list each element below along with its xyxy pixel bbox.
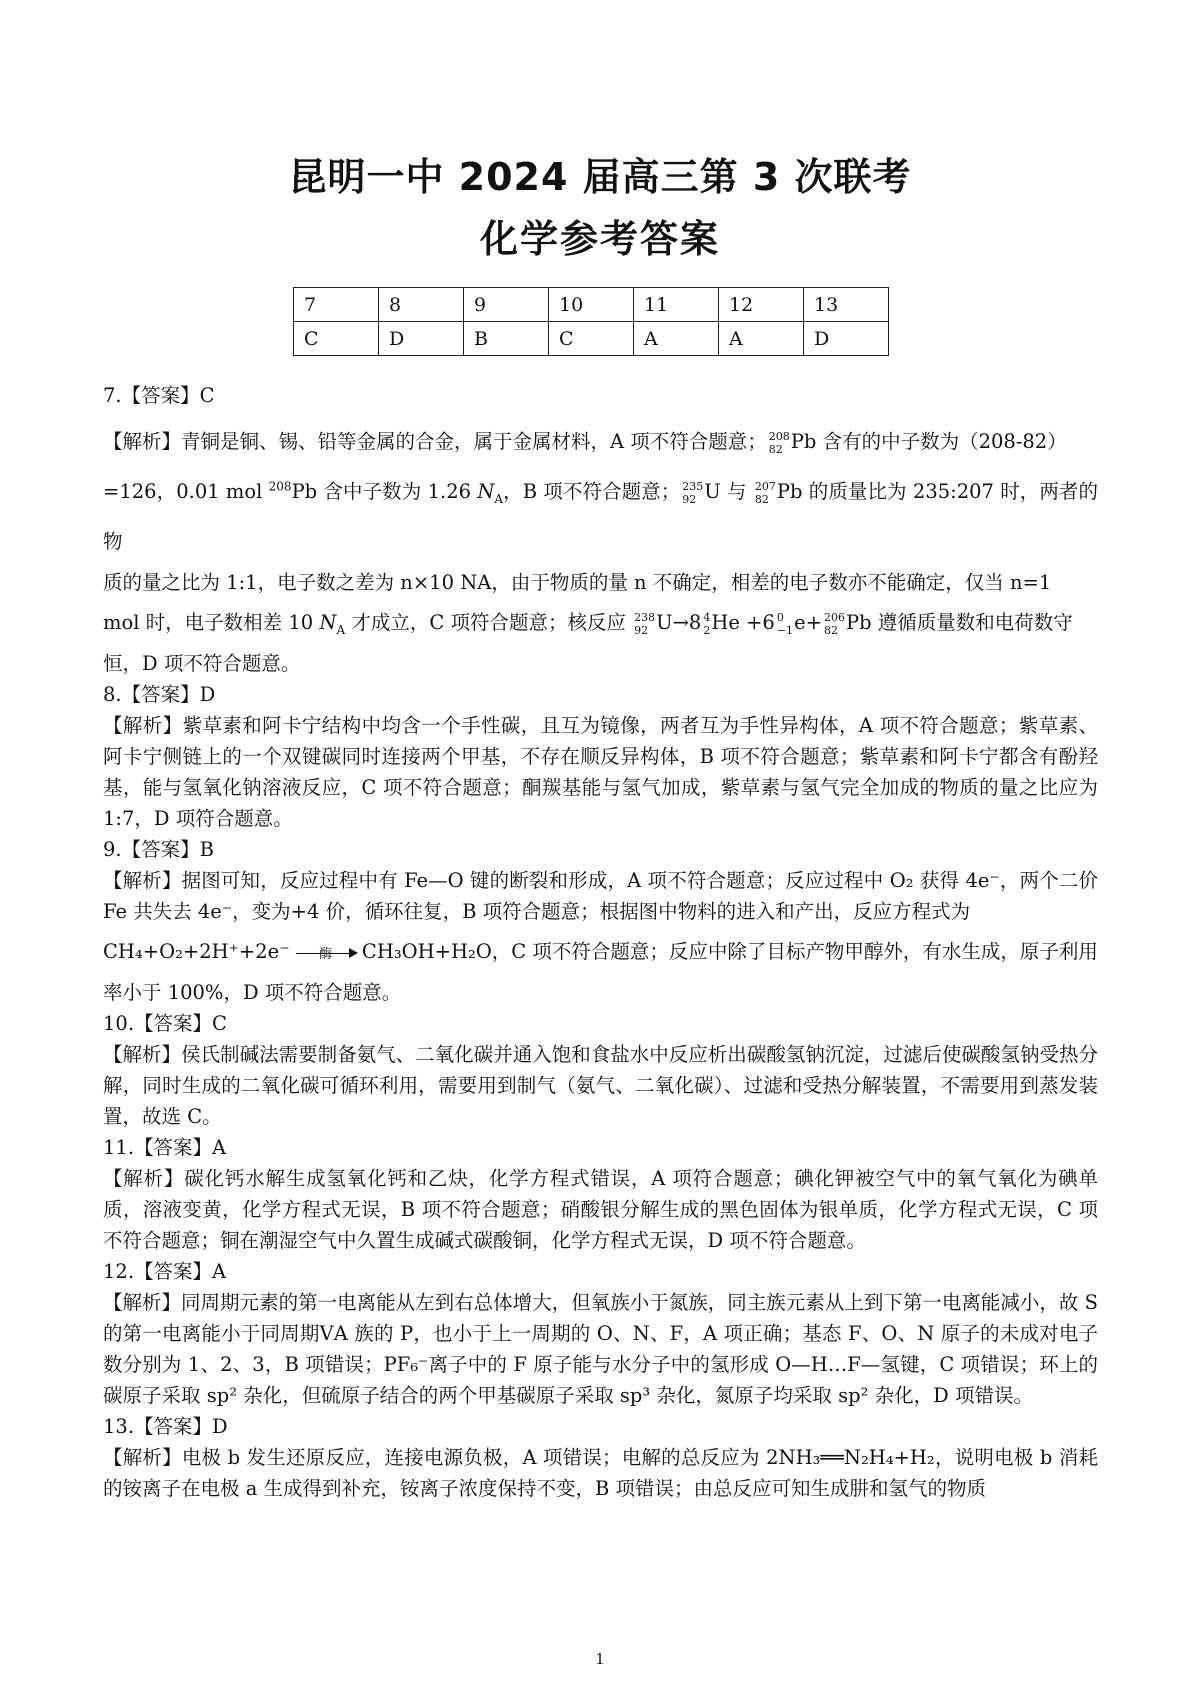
q9-analysis-end: 率小于 100%，D 项不符合题意。	[103, 981, 402, 1004]
mass-number: 0	[776, 610, 784, 624]
text-span: 【解析】青铜是铜、锡、铅等金属的合金，属于金属材料，A 项不符合题意；	[103, 430, 767, 453]
mass-number: 206	[823, 610, 845, 624]
avogadro-symbol: N	[477, 480, 495, 503]
q8-analysis: 【解析】紫草素和阿卡宁结构中均含一个手性碳，且互为镜像，两者互为手性异构体，A 项不符合题意；紫草素、阿卡宁侧链上的一个双键碳同时连接两个甲基，不存在顺反异构体，B 项不符合题意；紫草素和阿卡宁都含有酚羟基，能与氢氧化钠溶液反应，C 项不符合题意；酮羰基能与氢气加成，紫草素与氢气完全加成的物质的量之比应为 1:7，D 项符合题意。	[103, 714, 1098, 830]
isotope-pb207	[755, 481, 776, 505]
element-symbol: He	[711, 611, 740, 634]
q9-answer-head: 9.【答案】B	[103, 838, 214, 861]
atomic-number: 82	[768, 442, 783, 456]
text-span: Pb 含中子数为 1.26	[291, 480, 478, 503]
mass-number: 208	[768, 429, 790, 443]
q13-answer-head: 13.【答案】D	[103, 1415, 228, 1438]
q11-analysis: 【解析】碳化钙水解生成氢氧化钙和乙炔，化学方程式错误，A 项符合题意；碘化钾被空气中的氧气氧化为碘单质，溶液变黄，化学方程式无误，B 项不符合题意；硝酸银分解生成的黑色固体为银单质，化学方程式无误，C 项不符合题意；铜在潮湿空气中久置生成碱式碳酸铜，化学方程式无误，D 项不符合题意。	[103, 1167, 1098, 1252]
table-cell: 7	[294, 288, 379, 322]
atomic-number: 92	[634, 623, 649, 637]
page-title: 昆明一中 2024 届高三第 3 次联考	[288, 155, 912, 199]
q10-answer-head: 10.【答案】C	[103, 1012, 227, 1035]
text-span: mol 时，电子数相差 10	[103, 611, 320, 634]
q8-answer-head: 8.【答案】D	[103, 683, 216, 706]
q9-equation-line	[103, 927, 1098, 977]
q7-analysis-line3: 质的量之比为 1:1，电子数之差为 n×10 NA，由于物质的量 n 不确定，相差的电子数亦不能确定，仅当 n=1	[103, 571, 1052, 594]
atomic-number: 92	[682, 492, 697, 506]
isotope-pb206	[824, 612, 845, 636]
table-cell: 12	[719, 288, 804, 322]
table-cell: A	[634, 322, 719, 356]
element-symbol: Pb	[790, 430, 817, 453]
element-symbol: e	[794, 611, 806, 634]
table-cell: D	[379, 322, 464, 356]
answer-table-answer-row	[294, 322, 889, 356]
atomic-number: 82	[823, 623, 838, 637]
isotope-he4	[703, 612, 710, 636]
isotope-electron	[777, 612, 793, 636]
text-span: 才成立，C 项符合题意；核反应	[345, 611, 633, 634]
isotope-pb208	[769, 431, 790, 455]
answer-table-number-row	[294, 288, 889, 322]
text-span: 与	[720, 480, 753, 503]
table-cell: 9	[464, 288, 549, 322]
table-cell: C	[294, 322, 379, 356]
table-cell: 8	[379, 288, 464, 322]
table-cell: 13	[804, 288, 889, 322]
avogadro-subscript: A	[336, 622, 346, 637]
q7-analysis-line2	[103, 467, 1098, 567]
arrow-condition: 酶	[319, 946, 333, 962]
coefficient: +6	[739, 611, 775, 634]
mass-number: 235	[682, 479, 704, 493]
equation-reactants: CH₄+O₂+2H⁺+2e⁻	[103, 940, 290, 963]
q7-analysis-line1	[103, 417, 1098, 467]
element-symbol: Pb	[776, 480, 803, 503]
table-cell: D	[804, 322, 889, 356]
reaction-arrow: →8	[672, 611, 702, 634]
atomic-number: 2	[703, 623, 711, 637]
text-span: 遵循质量数和电荷数守	[871, 611, 1073, 634]
table-cell: 11	[634, 288, 719, 322]
atomic-number: 82	[754, 492, 769, 506]
table-cell: B	[464, 322, 549, 356]
isotope-u238	[634, 612, 655, 636]
element-symbol: U	[704, 480, 721, 503]
q7-answer-head: 7.【答案】C	[103, 384, 215, 407]
element-symbol: Pb	[845, 611, 872, 634]
mass-number: 208	[268, 479, 292, 494]
table-cell: 10	[549, 288, 634, 322]
q11-answer-head: 11.【答案】A	[103, 1136, 227, 1159]
table-cell: C	[549, 322, 634, 356]
table-cell: A	[719, 322, 804, 356]
reaction-arrow-icon	[296, 946, 356, 962]
text-span: =126，0.01 mol	[103, 480, 269, 503]
avogadro-symbol: N	[319, 611, 337, 634]
q10-analysis: 【解析】侯氏制碱法需要制备氨气、二氧化碳并通入饱和食盐水中反应析出碳酸氢钠沉淀，过滤后使碳酸氢钠受热分解，同时生成的二氧化碳可循环利用，需要用到制气（氨气、二氧化碳）、过滤和受热分解装置，不需要用到蒸发装置，故选 C。	[103, 1043, 1098, 1128]
q13-analysis: 【解析】电极 b 发生还原反应，连接电源负极，A 项错误；电解的总反应为 2NH₃══N₂H₄+H₂，说明电极 b 消耗的铵离子在电极 a 生成得到补充，铵离子浓度保持不变，B 项错误；由总反应可知生成肼和氢气的物质	[103, 1446, 1098, 1500]
atomic-number: −1	[776, 623, 794, 637]
text-span: ，B 项不符合题意；	[503, 480, 681, 503]
element-symbol: U	[656, 611, 673, 634]
mass-number: 4	[703, 610, 711, 624]
mass-number: 207	[754, 479, 776, 493]
q7-analysis-line4	[103, 598, 1098, 648]
q7-analysis-line5: 恒，D 项不符合题意。	[103, 652, 301, 675]
page-number: 1	[595, 1650, 605, 1668]
q12-answer-head: 12.【答案】A	[103, 1260, 227, 1283]
equation-products: CH₃OH+H₂O，C 项不符合题意；反应中除了目标产物甲醇外，有水生成，原子利用	[361, 940, 1098, 963]
text-span: 的质量比为 235:207 时，两者的物	[103, 480, 1099, 553]
isotope-u235	[682, 481, 703, 505]
plus-sign: +	[805, 611, 822, 634]
text-span: 含有的中子数为（208-82）	[822, 430, 1067, 453]
answer-table	[293, 287, 889, 356]
mass-number: 238	[634, 610, 656, 624]
q9-analysis: 【解析】据图可知，反应过程中有 Fe—O 键的断裂和形成，A 项不符合题意；反应过程中 O₂ 获得 4e⁻，两个二价 Fe 共失去 4e⁻，变为+4 价，循环往复，B 项符合题意；根据图中物料的进入和产出，反应方程式为	[103, 869, 1098, 923]
answer-content	[103, 380, 1098, 1504]
q12-analysis: 【解析】同周期元素的第一电离能从左到右总体增大，但氧族小于氮族，同主族元素从上到下第一电离能减小，故 S 的第一电离能小于同周期ⅤA 族的 P，也小于上一周期的 O、N、F，A 项正确；基态 F、O、N 原子的未成对电子数分别为 1、2、3，B 项错误；PF₆⁻离子中的 F 原子能与水分子中的氢形成 O—H…F—氢键，C 项错误；环上的碳原子采取 sp² 杂化，但硫原子结合的两个甲基碳原子采取 sp³ 杂化，氮原子均采取 sp² 杂化，D 项错误。	[103, 1291, 1098, 1407]
page-subtitle: 化学参考答案	[479, 217, 720, 261]
avogadro-subscript: A	[494, 491, 504, 506]
